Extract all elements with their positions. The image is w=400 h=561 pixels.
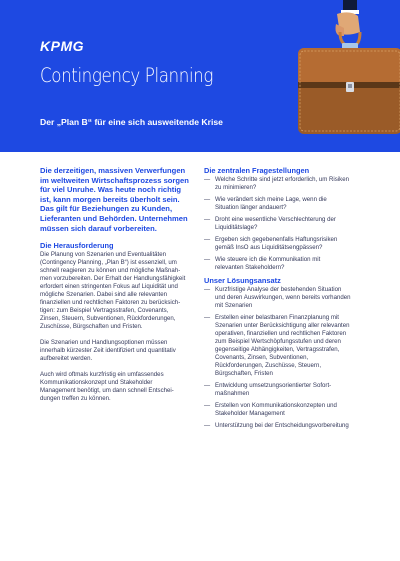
text-line: erfordert einen stringenten Fokus auf Liquidität und: [40, 283, 178, 291]
text-line: Covenants, Zinsen, Subventionen,: [215, 354, 309, 361]
text-line: dungen treffen zu können.: [40, 395, 111, 403]
communication-paragraph: [40, 371, 196, 403]
text-line: Rückforderungen, Zuschüsse, Steuern,: [215, 362, 322, 369]
list-item: — Ergeben sich gegebenenfalls Haftungsrisiken gemäß InsO aus Liquiditätsengpässen?: [204, 236, 364, 252]
approach-heading: Unser Lösungsansatz: [204, 276, 281, 285]
text-line: tigen: zum Beispiel Vertragsstrafen, Covenants,: [40, 307, 169, 315]
text-line: Unterstützung bei der Entscheidungsvorbereitung: [215, 422, 349, 429]
list-item: — Unterstützung bei der Entscheidungsvorbereitung: [204, 422, 364, 430]
text-line: gemäß InsO aus Liquiditätsengpässen?: [215, 244, 323, 251]
scenario-paragraph: [40, 339, 196, 363]
page-subtitle: Der „Plan B“ für eine sich ausweitende Krise: [40, 117, 223, 127]
text-line: Situation länger andauert?: [215, 204, 287, 211]
text-line: Droht eine wesentliche Verschlechterung der: [215, 216, 336, 223]
text-line: Ergeben sich gegebenenfalls Haftungsrisiken: [215, 236, 338, 243]
intro-text: [40, 166, 196, 233]
intro-line: ist, kann morgen bereits überholt sein.: [40, 194, 180, 204]
challenge-heading: Die Herausforderung: [40, 241, 114, 251]
text-line: mögliche Szenarien. Dabei sind alle relevanten: [40, 291, 168, 299]
text-line: relevanten Stakeholdern?: [215, 264, 285, 271]
text-line: maßnahmen: [215, 390, 250, 397]
intro-line: im weltweiten Wirtschaftsprozess sorgen: [40, 175, 189, 185]
intro-line: Lieferanten und Behörden. Unternehmen: [40, 213, 188, 223]
text-line: Entwicklung umsetzungsorientierter Sofort-: [215, 382, 332, 389]
hero-banner: [0, 0, 400, 152]
text-line: Erstellen von Kommunikationskonzepten und: [215, 402, 337, 409]
list-item: — Welche Schritte sind jetzt erforderlich, um Risiken zu minimieren?: [204, 176, 364, 192]
list-item: — Wie steuere ich die Kommunikation mit relevanten Stakeholdern?: [204, 256, 364, 272]
text-line: mit Szenarien: [215, 302, 253, 309]
text-line: schnell reagieren zu können und mögliche Maßnah-: [40, 267, 181, 275]
text-line: Kurzfristige Analyse der bestehenden Situation: [215, 286, 342, 293]
questions-heading: Die zentralen Fragestellungen: [204, 166, 310, 175]
list-item: — Erstellen einer belastbaren Finanzplanung mit Szenarien unter Berücksichtigung aller relevanten operativen, finanziellen und rechtlichen Faktoren zum Beispiel Wertschöpfungsstufen und deren gegenseitige Abhängigkeiten, Vertragsstrafen, Covenants, Zinsen, Subventionen, Rückforderungen, Zuschüsse, Steuern, Bürgschaften, Fristen: [204, 314, 364, 378]
text-line: Zuschüsse, Bürgschaften und Fristen.: [40, 323, 143, 331]
text-line: innerhalb kürzester Zeit identifiziert und quantitativ: [40, 347, 176, 355]
text-line: finanziellen und rechtlichen Faktoren zu berücksich-: [40, 299, 181, 307]
text-line: Kommunikationskonzept und Stakeholder: [40, 379, 153, 387]
text-line: und deren Auswirkungen, wenn bereits vorhanden: [215, 294, 351, 301]
text-line: Management benötigt, um dann schnell Entschei-: [40, 387, 174, 395]
text-line: Erstellen einer belastbaren Finanzplanung mit: [215, 314, 339, 321]
text-line: zu minimieren?: [215, 184, 257, 191]
intro-line: für viel Unruhe. Was heute noch richtig: [40, 185, 182, 195]
text-line: aufbereitet werden.: [40, 355, 93, 363]
text-line: Zinsen, Steuern, Subventionen, Rückforderungen,: [40, 315, 176, 323]
list-item: — Kurzfristige Analyse der bestehenden Situation und deren Auswirkungen, wenn bereits vorhanden mit Szenarien: [204, 286, 364, 310]
text-line: men vorzubereiten. Der Erhalt der Handlungsfähigkeit: [40, 275, 186, 283]
intro-line: Die derzeitigen, massiven Verwerfungen: [40, 166, 186, 175]
text-line: Auch wird oftmals kurzfristig ein umfassendes: [40, 371, 164, 379]
text-line: Wie steuere ich die Kommunikation mit: [215, 256, 321, 263]
text-line: Die Planung von Szenarien und Eventualitäten: [40, 251, 167, 259]
intro-line: Das gilt für Beziehungen zu Kunden,: [40, 204, 173, 214]
briefcase-illustration: [290, 0, 400, 152]
questions-list: [204, 176, 364, 272]
text-line: Liquiditätslage?: [215, 224, 258, 231]
text-line: gegenseitige Abhängigkeiten, Vertragsstrafen,: [215, 346, 340, 353]
left-column: [40, 166, 196, 411]
text-line: zum Beispiel Wertschöpfungsstufen und deren: [215, 338, 341, 345]
approach-list: [204, 286, 364, 430]
list-item: — Droht eine wesentliche Verschlechterung der Liquiditätslage?: [204, 216, 364, 232]
list-item: — Wie verändert sich meine Lage, wenn die Situation länger andauert?: [204, 196, 364, 212]
text-line: Welche Schritte sind jetzt erforderlich, um Risiken: [215, 176, 349, 183]
page-title: Contingency Planning: [40, 64, 214, 87]
list-item: — Entwicklung umsetzungsorientierter Sofort- maßnahmen: [204, 382, 364, 398]
text-line: (Contingency Planning, „Plan B“) ist essenziell, um: [40, 259, 177, 267]
kpmg-logo: KPMG: [40, 38, 84, 54]
challenge-paragraph: [40, 251, 196, 331]
intro-line: müssen sich darauf vorbereiten.: [40, 223, 157, 233]
text-line: Szenarien unter Berücksichtigung aller relevanten: [215, 322, 350, 329]
text-line: Wie verändert sich meine Lage, wenn die: [215, 196, 327, 203]
list-item: — Erstellen von Kommunikationskonzepten und Stakeholder Management: [204, 402, 364, 418]
text-line: Die Szenarien und Handlungsoptionen müssen: [40, 339, 168, 347]
text-line: operativen, finanziellen und rechtlichen Faktoren: [215, 330, 347, 337]
text-line: Stakeholder Management: [215, 410, 285, 417]
text-line: Bürgschaften, Fristen: [215, 370, 273, 377]
right-column: [204, 166, 364, 434]
